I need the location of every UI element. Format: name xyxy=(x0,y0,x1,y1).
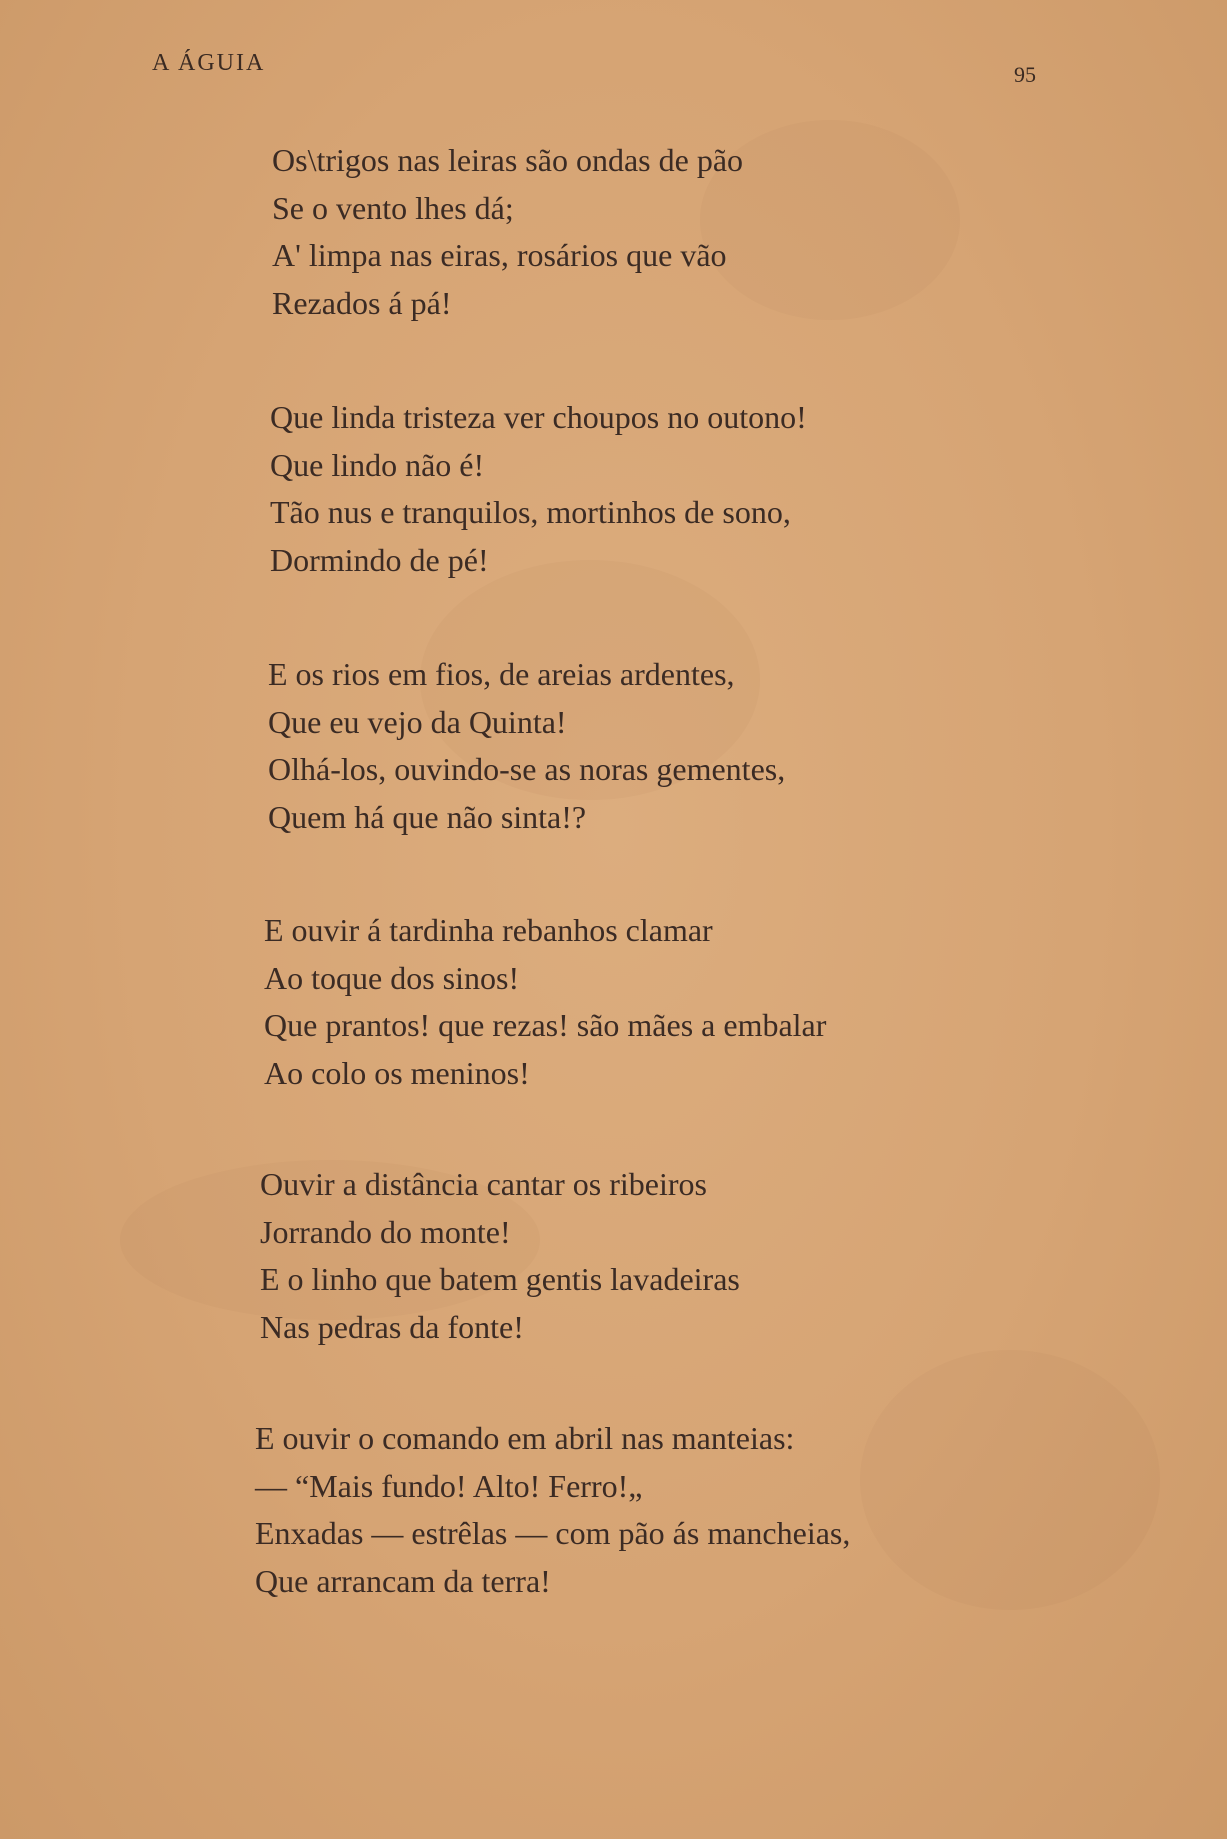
poem-line: A' limpa nas eiras, rosários que vão xyxy=(272,237,727,273)
poem-line: Jorrando do monte! xyxy=(260,1213,511,1250)
poem-line: Quem há que não sinta!? xyxy=(268,798,587,835)
poem-line: E os rios em fios, de areias ardentes, xyxy=(268,656,735,692)
poem-line: Que prantos! que rezas! são mães a embalar xyxy=(264,1007,827,1043)
poem-line: Olhá-los, ouvindo-se as noras gementes, xyxy=(268,751,786,787)
poem-line: Rezados á pá! xyxy=(272,284,452,321)
poem-line: Enxadas — estrêlas — com pão ás mancheias, xyxy=(255,1515,851,1551)
poem-line: Que arrancam da terra! xyxy=(255,1562,551,1599)
page-number: 95 xyxy=(1014,62,1036,87)
poem-line: Que eu vejo da Quinta! xyxy=(268,703,567,740)
stanza-5 xyxy=(260,1161,740,1351)
stanza-4 xyxy=(264,907,826,1097)
poem-line: E ouvir á tardinha rebanhos clamar xyxy=(264,912,713,948)
stanza-3 xyxy=(268,651,785,841)
poem-line: Que linda tristeza ver choupos no outono! xyxy=(270,399,807,435)
poem-line: Ouvir a distância cantar os ribeiros xyxy=(260,1166,707,1202)
stanza-1 xyxy=(272,137,743,327)
poem-line: E o linho que batem gentis lavadeiras xyxy=(260,1261,740,1297)
poem-line: Os\trigos nas leiras são ondas de pão xyxy=(272,142,744,178)
stanza-2 xyxy=(270,394,807,584)
poem-line: E ouvir o comando em abril nas manteias: xyxy=(255,1420,795,1456)
poem-line: Se o vento lhes dá; xyxy=(272,189,514,226)
poem-line: — “Mais fundo! Alto! Ferro!„ xyxy=(255,1467,643,1504)
stanza-6 xyxy=(255,1415,850,1605)
poem-line: Dormindo de pé! xyxy=(270,541,489,578)
poem-line: Nas pedras da fonte! xyxy=(260,1308,524,1345)
poem-line: Tão nus e tranquilos, mortinhos de sono, xyxy=(270,494,791,530)
running-header-title: A ÁGUIA xyxy=(152,50,266,76)
poem-line: Ao toque dos sinos! xyxy=(264,959,520,996)
paper-stain xyxy=(860,1350,1160,1610)
poem-line: Ao colo os meninos! xyxy=(264,1054,530,1091)
poem-line: Que lindo não é! xyxy=(270,446,485,483)
